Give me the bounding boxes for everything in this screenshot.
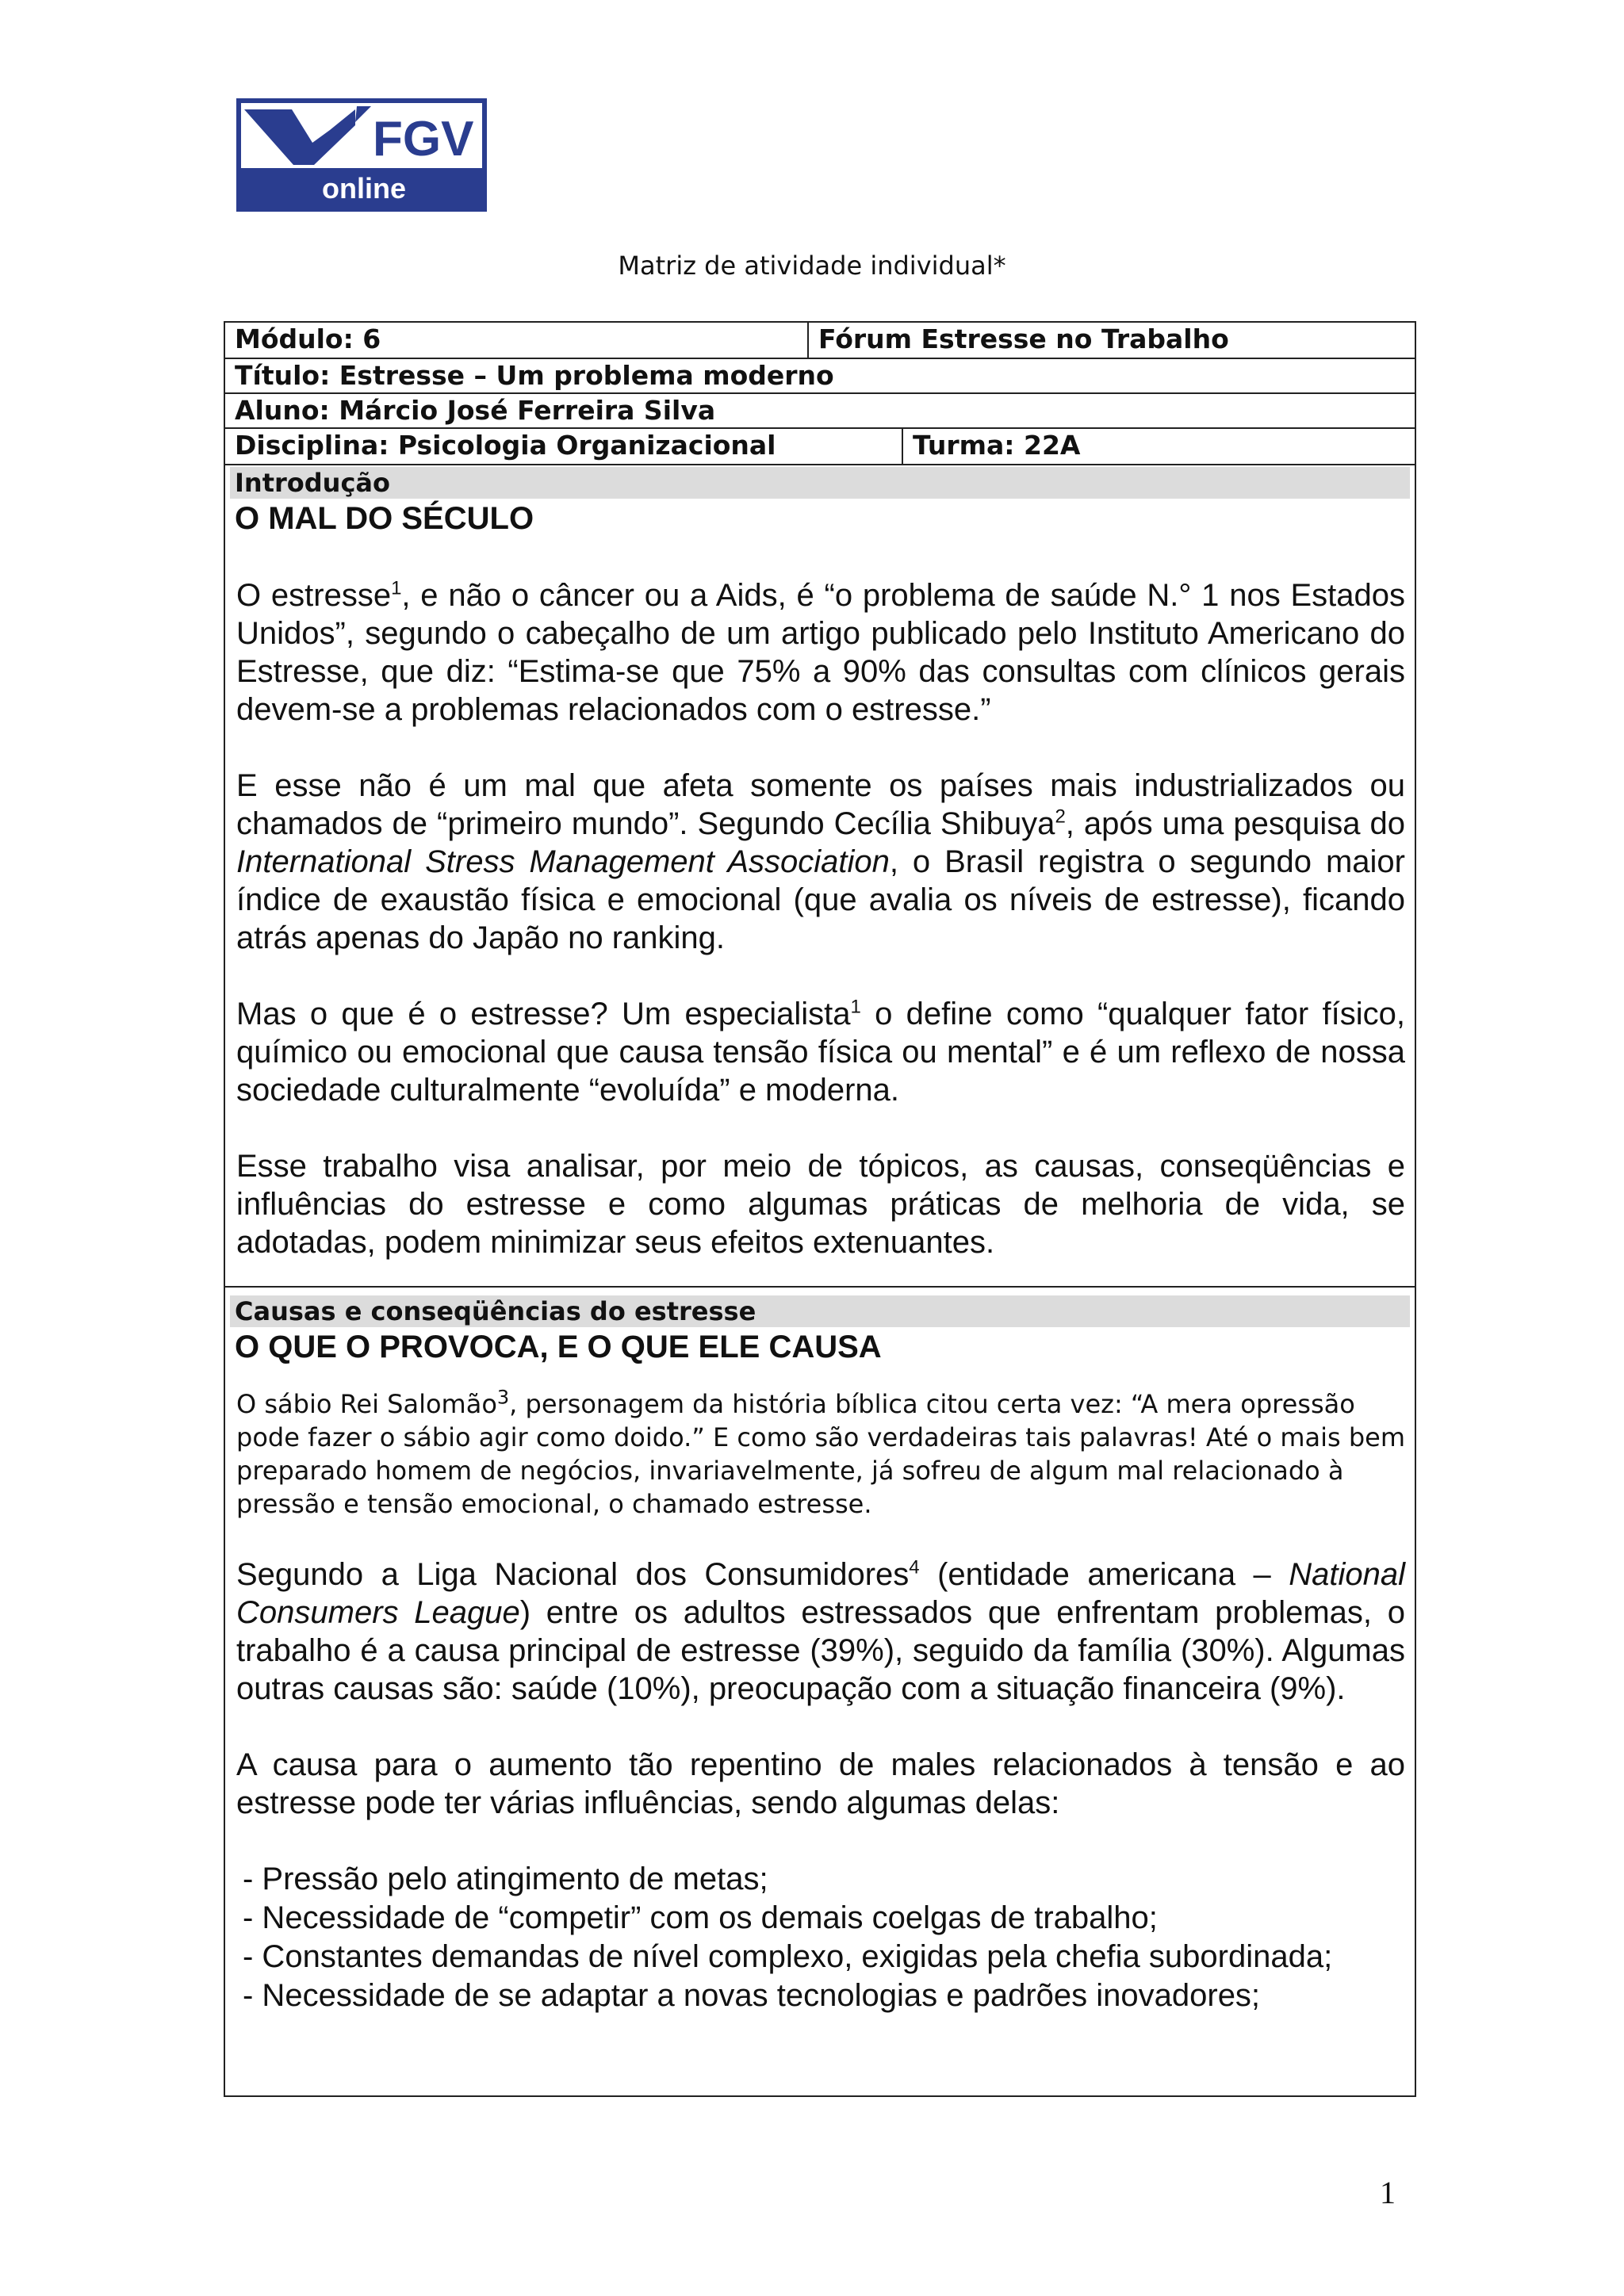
form-row-aluno (225, 394, 1415, 429)
intro-paragraph-2: E esse não é um mal que afeta somente os países mais industrializados ou chamados de “primeiro mundo”. Segundo Cecília Shibuya$^2$, após uma pesquisa do International Stress Management Association, o Brasil registra o segundo maior índice de exaustão física e emocional (que avalia os níveis de estresse), ficando atrás apenas do Japão no ranking. (236, 768, 1405, 955)
intro-paragraph-1: O estresse$^1$, e não o câncer ou a Aids, é “o problema de saúde N.° 1 nos Estados Unidos”, segundo o cabeçalho de um artigo publicado pelo Instituto Americano do Estresse, que diz: “Estima-se que 75% a 90% das consultas com clínicos gerais devem-se a problemas relacionados com o estresse.” (236, 577, 1405, 727)
list-item: - Necessidade de se adaptar a novas tecnologias e padrões inovadores; (243, 1978, 1261, 2013)
intro-paragraph-4: Esse trabalho visa analisar, por meio de tópicos, as causas, conseqüências e influências do estresse e como algumas práticas de melhoria de vida, se adotadas, podem minimizar seus efeitos extenuantes. (236, 1149, 1405, 1260)
causes-title: O QUE O PROVOCA, E O QUE ELE CAUSA (235, 1330, 882, 1364)
intro-title: O MAL DO SÉCULO (235, 501, 534, 536)
causes-section (225, 1289, 1415, 2097)
activity-form (224, 321, 1416, 2097)
logo-brand: FGV (373, 112, 474, 166)
causes-list (243, 1860, 1405, 2015)
page-number: 1 (1380, 2175, 1396, 2210)
logo-sub: online (322, 172, 406, 205)
aluno-field: Aluno: Márcio José Ferreira Silva (235, 395, 716, 426)
list-item: - Pressão pelo atingimento de metas; (243, 1862, 768, 1896)
modulo-field: Módulo: 6 (235, 323, 381, 354)
list-item: - Constantes demandas de nível complexo, exigidas pela chefia subordinada; (243, 1939, 1333, 1974)
titulo-field: Título: Estresse – Um problema moderno (235, 360, 834, 391)
forum-field: Fórum Estresse no Trabalho (818, 323, 1229, 354)
causes-label: Causas e conseqüências do estresse (230, 1295, 1410, 1327)
form-row-modulo (225, 323, 1415, 359)
turma-field: Turma: 22A (913, 430, 1081, 461)
list-item: - Necessidade de “competir” com os demais coelgas de trabalho; (243, 1900, 1158, 1935)
causes-paragraph-1: O sábio Rei Salomão$^3$, personagem da história bíblica citou certa vez: “A mera opressão pode fazer o sábio agir como doido.” E como são verdadeiras tais palavras! Até o mais bem preparado homem de negócios, invariavelmente, já sofreu de algum mal relacionado à pressão e tensão emocional, o chamado estresse. (236, 1386, 1406, 1519)
fgv-online-logo (236, 98, 487, 212)
intro-section (225, 467, 1415, 1288)
causes-paragraph-3: A causa para o aumento tão repentino de males relacionados à tensão e ao estresse pode ter várias influências, sendo algumas delas: (236, 1747, 1405, 1820)
causes-paragraph-2: Segundo a Liga Nacional dos Consumidores$^4$ (entidade americana – National Consumers League) entre os adultos estressados que enfrentam problemas, o trabalho é a causa principal de estresse (39%), seguido da família (30%). Algumas outras causas são: saúde (10%), preocupação com a situação financeira (9%). (236, 1556, 1405, 1706)
form-row-disciplina (225, 429, 1415, 465)
form-row-titulo (225, 359, 1415, 394)
disciplina-field: Disciplina: Psicologia Organizacional (235, 430, 776, 461)
intro-label: Introdução (230, 467, 1410, 499)
document-header: Matriz de atividade individual* (618, 251, 1006, 281)
intro-paragraph-3: Mas o que é o estresse? Um especialista$^1$ o define como “qualquer fator físico, químico ou emocional que causa tensão física ou mental” e é um reflexo de nossa sociedade culturalmente “evoluída” e moderna. (236, 996, 1405, 1108)
